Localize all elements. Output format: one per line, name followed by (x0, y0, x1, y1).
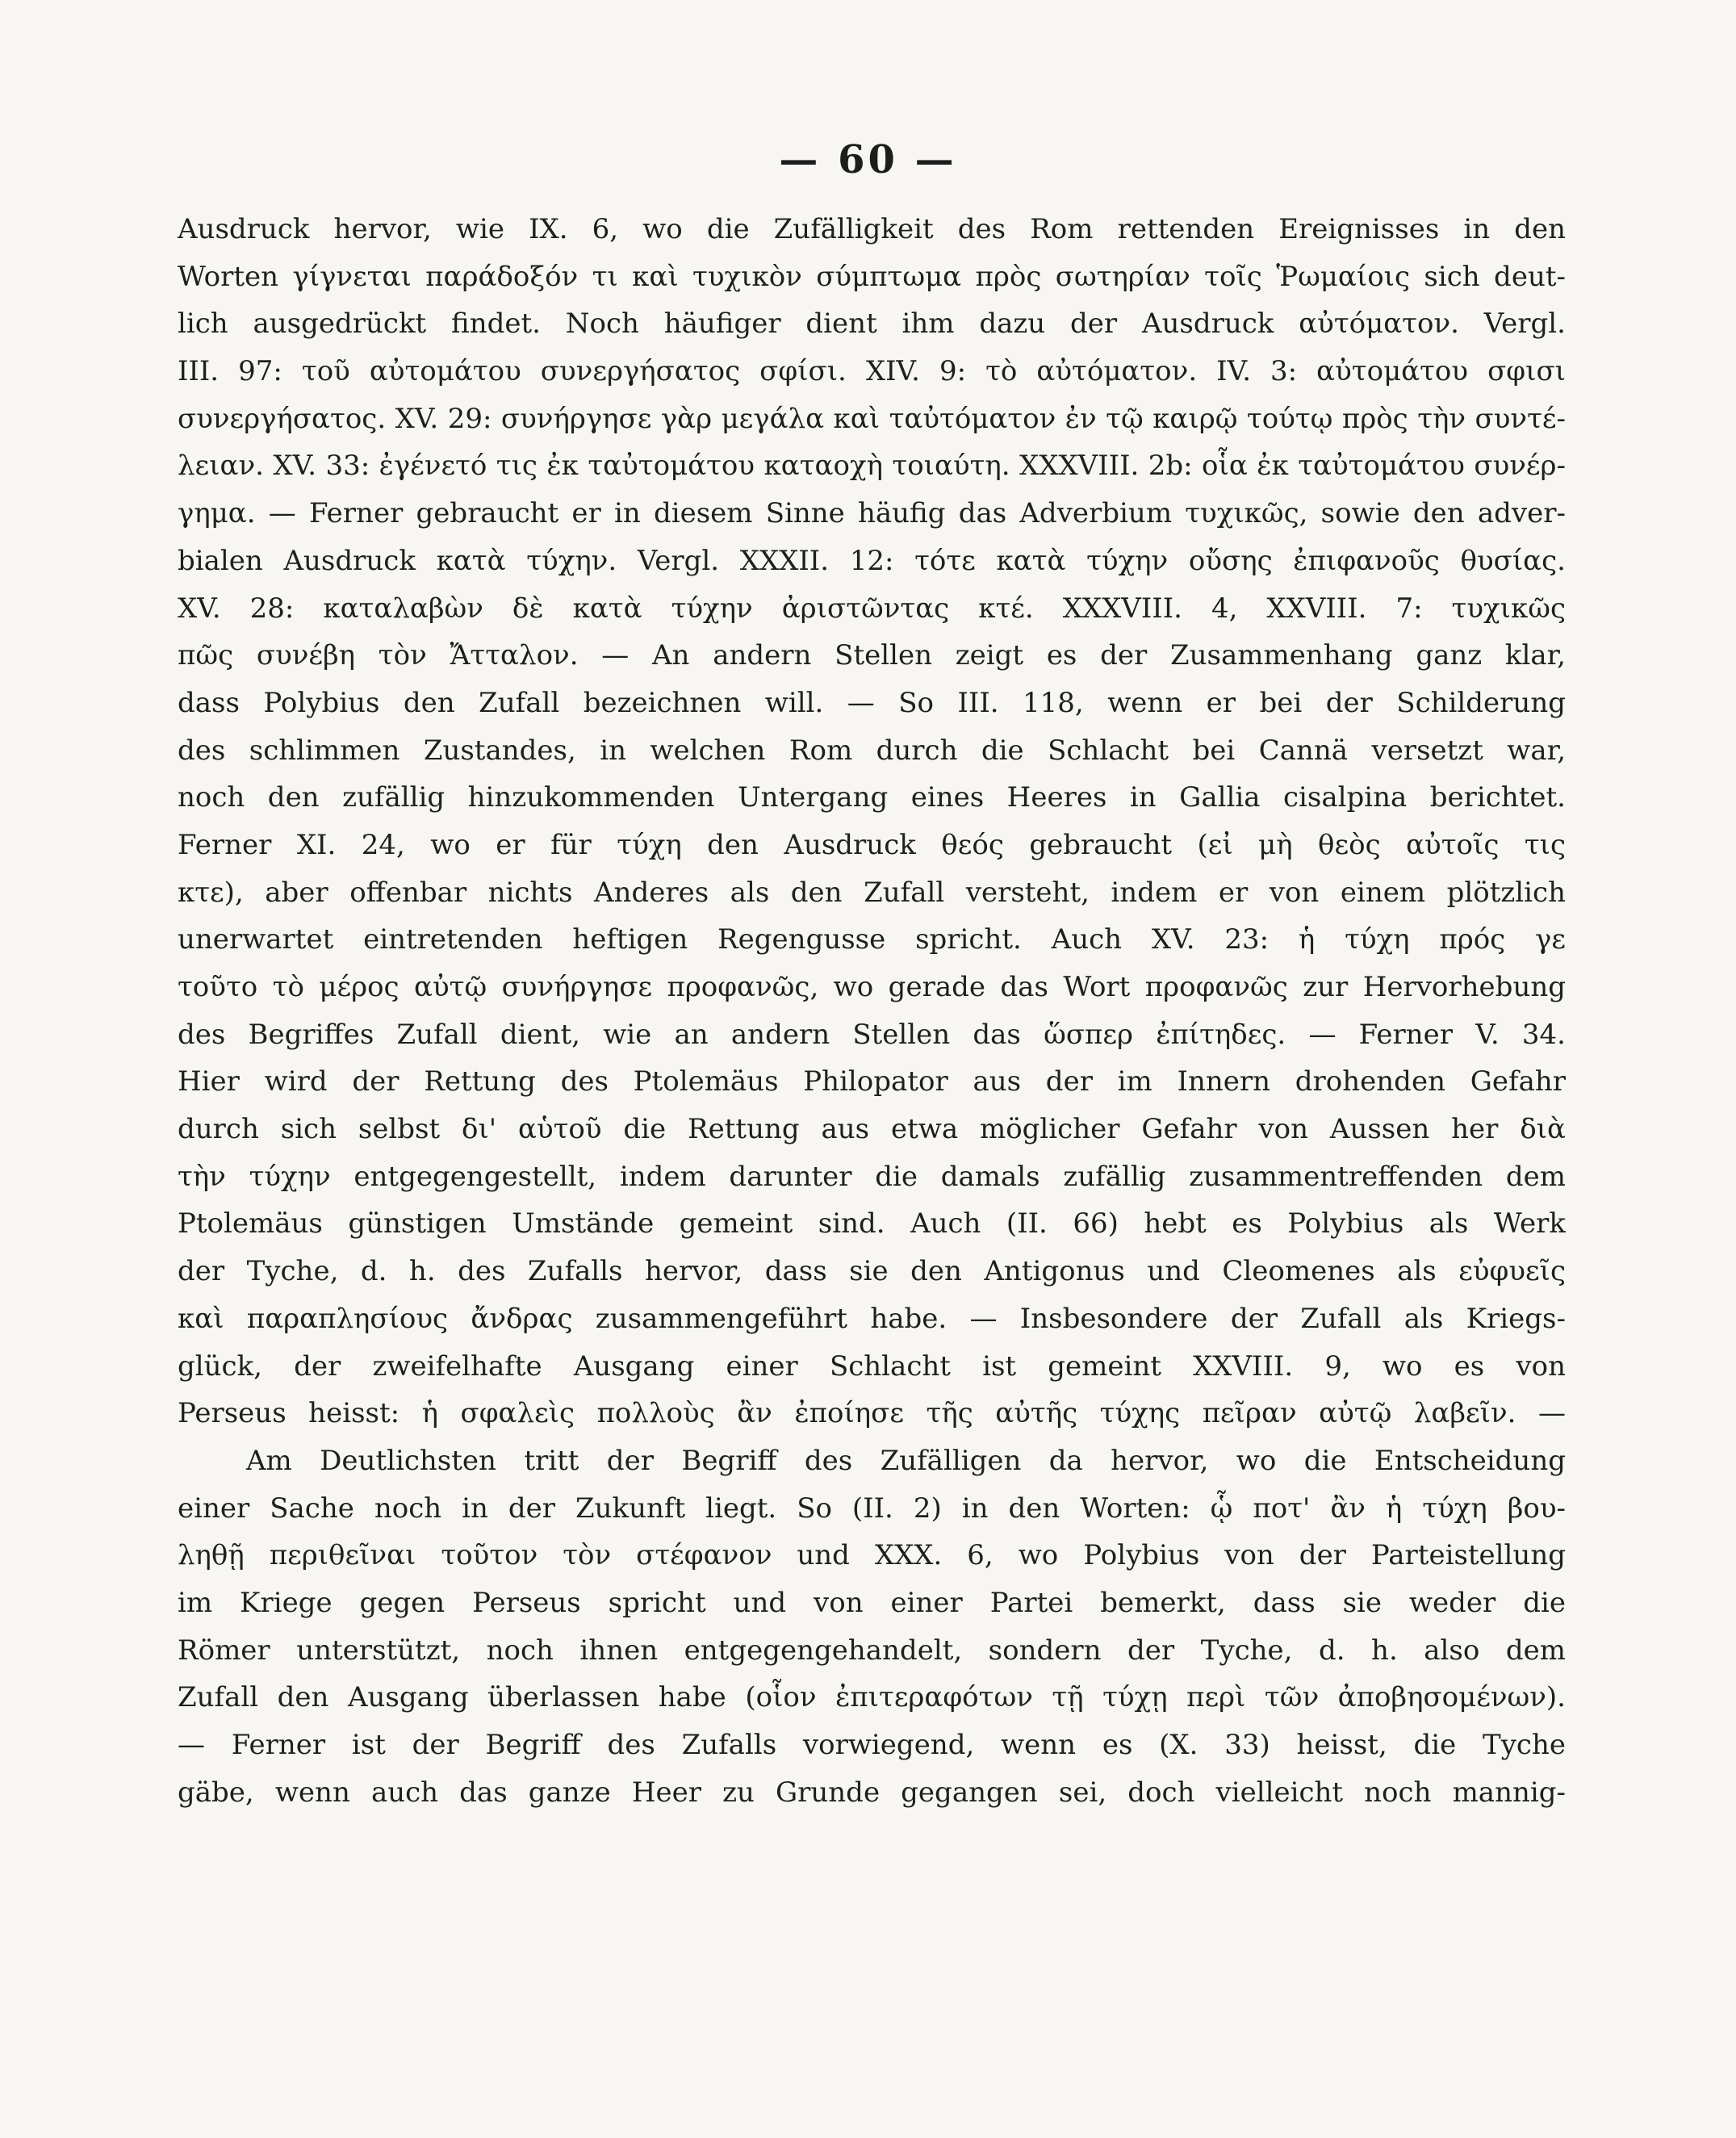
text-line: Hier wird der Rettung des Ptolemäus Philopator aus der im Innern drohenden Gefahr (178, 1065, 1566, 1098)
text-line: III. 97: τοῦ αὐτομάτου συνεργήσατος σφίσι. XIV. 9: τὸ αὐτόματον. IV. 3: αὐτομάτου σφισι (178, 355, 1566, 388)
text-line: Worten γίγνεται παράδοξόν τι καὶ τυχικὸν σύμπτωμα πρὸς σωτηρίαν τοῖς Ῥωμαίοις sich deut- (178, 260, 1566, 293)
text-line: im Kriege gegen Perseus spricht und von einer Partei bemerkt, dass sie weder die (178, 1586, 1566, 1619)
page-number: — 60 — (779, 137, 957, 182)
paragraph-start-line: Am Deutlichsten tritt der Begriff des Zufälligen da hervor, wo die Entscheidung (246, 1444, 1566, 1477)
text-line: Ptolemäus günstigen Umstände gemeint sind. Auch (II. 66) hebt es Polybius als Werk (178, 1207, 1566, 1241)
text-line: Ferner XI. 24, wo er für τύχη den Ausdruck θεός gebraucht (εἰ μὴ θεὸς αὐτοῖς τις (178, 828, 1566, 861)
text-line: bialen Ausdruck κατὰ τύχην. Vergl. XXXII. 12: τότε κατὰ τύχην οὔσης ἐπιφανοῦς θυσίας. (178, 544, 1566, 577)
text-line: Ausdruck hervor, wie IX. 6, wo die Zufälligkeit des Rom rettenden Ereignisses in den (178, 213, 1566, 245)
text-line: λειαν. XV. 33: ἐγένετό τις ἐκ ταὐτομάτου καταοχὴ τοιαύτη. XXXVIII. 2b: οἷα ἐκ ταὐτομάτου συνέρ- (178, 450, 1566, 483)
text-line: ληθῇ περιθεῖναι τοῦτον τὸν στέφανον und XXX. 6, wo Polybius von der Parteistellung (178, 1539, 1566, 1572)
text-line: einer Sache noch in der Zukunft liegt. So (II. 2) in den Worten: ᾧ ποτ' ἂν ἡ τύχη βου- (178, 1492, 1566, 1525)
text-line: Römer unterstützt, noch ihnen entgegengehandelt, sondern der Tyche, d. h. also dem (178, 1634, 1566, 1667)
text-line: noch den zufällig hinzukommenden Untergang eines Heeres in Gallia cisalpina berichtet. (178, 781, 1566, 814)
text-line: — Ferner ist der Begriff des Zufalls vorwiegend, wenn es (X. 33) heisst, die Tyche (178, 1729, 1566, 1761)
text-line: τοῦτο τὸ μέρος αὐτῷ συνήργησε προφανῶς, wo gerade das Wort προφανῶς zur Hervorhebung (178, 971, 1566, 1003)
text-line: Zufall den Ausgang überlassen habe (οἷον ἐπιτεραφότων τῇ τύχῃ περὶ τῶν ἀποβησομένων). (178, 1681, 1566, 1714)
text-line: dass Polybius den Zufall bezeichnen will. — So III. 118, wenn er bei der Schilderung (178, 686, 1566, 719)
text-line: unerwartet eintretenden heftigen Regengusse spricht. Auch XV. 23: ἡ τύχη πρός γε (178, 923, 1566, 956)
text-line: lich ausgedrückt findet. Noch häufiger dient ihm dazu der Ausdruck αὐτόματον. Vergl. (178, 308, 1566, 341)
text-line: κτε), aber offenbar nichts Anderes als den Zufall versteht, indem er von einem plötzlich (178, 876, 1566, 909)
text-line: πῶς συνέβη τὸν Ἄτταλον. — An andern Stellen zeigt es der Zusammenhang ganz klar, (178, 639, 1566, 672)
text-line: τὴν τύχην entgegengestellt, indem darunter die damals zufällig zusammentreffenden dem (178, 1160, 1566, 1193)
text-line: γημα. — Ferner gebraucht er in diesem Sinne häufig das Adverbium τυχικῶς, sowie den adver- (178, 497, 1566, 530)
text-line: des schlimmen Zustandes, in welchen Rom durch die Schlacht bei Cannä versetzt war, (178, 734, 1566, 767)
text-line: durch sich selbst δι' αὑτοῦ die Rettung aus etwa möglicher Gefahr von Aussen her διὰ (178, 1113, 1566, 1146)
text-line: Perseus heisst: ἡ σφαλεὶς πολλοὺς ἂν ἐποίησε τῆς αὐτῆς τύχης πεῖραν αὐτῷ λαβεῖν. — (178, 1397, 1566, 1430)
text-line: glück, der zweifelhafte Ausgang einer Schlacht ist gemeint XXVIII. 9, wo es von (178, 1349, 1566, 1383)
body-text (178, 206, 1566, 1816)
text-line: der Tyche, d. h. des Zufalls hervor, dass sie den Antigonus und Cleomenes als εὐφυεῖς (178, 1255, 1566, 1288)
text-line: gäbe, wenn auch das ganze Heer zu Grunde gegangen sei, doch vielleicht noch mannig- (178, 1776, 1566, 1809)
text-line: XV. 28: καταλαβὼν δὲ κατὰ τύχην ἀριστῶντας κτέ. XXXVIII. 4, XXVIII. 7: τυχικῶς (178, 592, 1566, 625)
text-line: des Begriffes Zufall dient, wie an andern Stellen das ὥσπερ ἐπίτηδες. — Ferner V. 34. (178, 1018, 1566, 1051)
text-line: καὶ παραπλησίους ἄνδρας zusammengeführt habe. — Insbesondere der Zufall als Kriegs- (178, 1302, 1566, 1335)
text-line: συνεργήσατος. XV. 29: συνήργησε γὰρ μεγάλα καὶ ταὐτόματον ἐν τῷ καιρῷ τούτῳ πρὸς τὴν συντέ- (178, 402, 1566, 435)
